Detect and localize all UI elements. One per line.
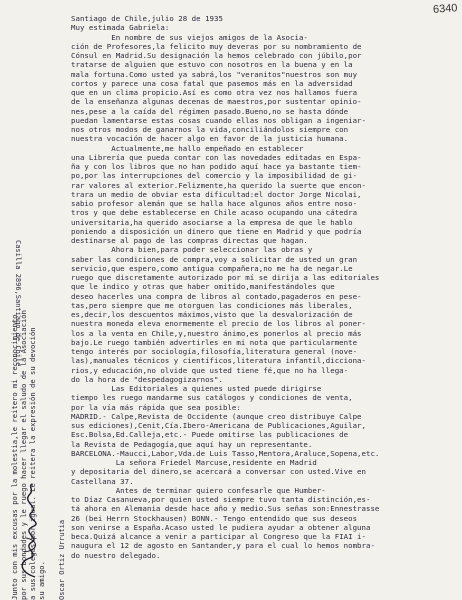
- letter-line: 26 (bei Herrn Stockhausen) BONN.- Tengo entendido que sus deseos: [71, 513, 358, 523]
- letter-line: es,decir,los descuentos máximos,visto que la desvalorización de: [71, 310, 353, 319]
- margin-note-line: a sus colegas por igual. Le reitera la expresión de su devoción: [28, 327, 37, 600]
- letter-line: las),manuales técnicos y científicos,literatura infantil,dicciona-: [71, 356, 366, 366]
- letter-line: y depositaria del dinero,se acercará a conversar con usted.Vive en: [71, 467, 366, 477]
- letter-line: nes,pese a la caída del régimen pasado.Bueno,no se hasta dónde: [71, 106, 349, 116]
- letter-line: servicio,que espero,como antigua compañera,no me ha de negar.Le: [71, 263, 353, 273]
- letter-line: ruego que discretamente autorizado por mí se dirija a las editoriales: [71, 273, 380, 282]
- letter-line: rar valores al exterior.Felizmente,ha querido la suerte que encon-: [71, 180, 366, 190]
- letter-line: nuestra moneda eleva enormemente el precio de los libros al poner-: [71, 319, 366, 329]
- letter-line: poniendo a disposición un dinero que tiene en Madrid y que podría: [71, 226, 362, 236]
- letter-line: tas,pero siempre que me otorguen las condiciones más liberales,: [71, 300, 353, 310]
- letter-line: trara un medio de obviar esta dificultad:el doctor Jorge Nicolai,: [71, 189, 362, 199]
- letter-line: por la vía más rápida que sea posible:: [71, 402, 241, 412]
- letter-line: to Díaz Casanueva,por quien usted siempre tuvo tanta distinción,es-: [71, 495, 371, 504]
- letter-line: BARCELONA.-Maucci,Labor,Vda.de Luis Tasso,Mentora,Araluce,Sopena,etc.: [71, 448, 380, 458]
- letter-line: ción de Profesores,la felicito muy deveras por su nombramiento de: [71, 41, 362, 51]
- letter-line: cortos y parece una cosa fatal que pasemos más en la adversidad: [71, 78, 353, 88]
- letter-line: En nombre de sus viejos amigos de la Asocia-: [71, 32, 308, 42]
- letter-line: Esc.Bolsa,Ed.Calleja,etc.- Puede omitirse las publicaciones de: [71, 430, 349, 440]
- letter-line: universitaria,ha querido asociarse a la empresa de que le hablo: [71, 217, 353, 227]
- signature-name: Oscar Ortiz Urrutia: [58, 519, 66, 600]
- letter-line: bajo.Le ruego también advertirles en mi nota que particularmente: [71, 337, 358, 347]
- letter-line: Ahora bien,para poder seleccionar las obras y: [71, 245, 313, 255]
- letter-line: nos otros modos de ganarnos la vida,conciliándolos siempre con: [71, 125, 349, 134]
- margin-note-line: por sus bondades y le ruego hacer llegar el saludo de la Asociación: [19, 310, 28, 600]
- letter-line: que le indico y otras que haber omitido,manifestándoles que: [71, 282, 335, 292]
- letter-line: saber las condiciones de compra,voy a solicitar de usted un gran: [71, 254, 358, 264]
- sender-address: Casilla 2896,Santiago de Chile: [14, 240, 22, 367]
- letter-line: son venirse a España.Acaso usted le pudiera ayudar a obtener alguna: [71, 522, 371, 532]
- handwritten-signature: [10, 482, 50, 582]
- letter-line: Cónsul en Madrid.Su designación la hemos celebrado con júbilo,por: [71, 51, 362, 60]
- margin-note-line: su amigo.: [37, 561, 46, 600]
- letter-line: MADRID.- Calpe,Revista de Occidente (aunque creo distribuye Calpe: [71, 411, 362, 421]
- letter-line: tratarse de alguien que estuvo con nosotros en la buena y en la: [71, 60, 353, 70]
- letter-line: Muy estimada Gabriela:: [71, 23, 170, 33]
- letter-line: sabio profesor alemán que se halla hace algunos años entre noso-: [71, 199, 358, 208]
- letter-line: una Librería que pueda contar con las novedades editadas en Espa-: [71, 152, 362, 162]
- letter-line: do nuestro delegado.: [71, 550, 161, 560]
- letter-line: beca.Quizá alcance a venir a participar al Congreso que la FIAI i-: [71, 532, 366, 541]
- letter-line: po,por las interrupciones del comercio y la imposibilidad de gi-: [71, 171, 358, 181]
- letter-line: que en un clima propicio.Así es como otra vez nos hallamos fuera: [71, 88, 358, 97]
- letter-line: Antes de terminar quiero confesarle que Humber-: [71, 485, 326, 495]
- letter-line: puedan lamentarse estas cosas cuando ellas nos obligan a ingeniar-: [71, 115, 366, 125]
- letter-line: nuestra vocación de hacer algo en favor de la justicia humana.: [71, 134, 349, 144]
- letter-line: mala fortuna.Como usted ya sabrá,los "veranitos"nuestros son muy: [71, 69, 358, 79]
- letter-line: la Revista de Pedagogía,que aquí hay un representante.: [71, 439, 313, 449]
- archive-number: 6340: [432, 2, 458, 16]
- letter-line: tá ahora en Alemania desde hace año y medio.Sus señas son:Ennestrasse: [71, 504, 380, 514]
- letter-line: destinarse al pago de las compras directas que hagan.: [71, 236, 308, 245]
- letter-line: naugura el 12 de agosto en Santander,y para el cual lo hemos nombra-: [71, 541, 375, 551]
- letter-line: ña y con los libros que no han podido aquí hace ya bastante tiem-: [71, 162, 362, 171]
- letter-line: Castellana 37.: [71, 476, 134, 486]
- letter-line: tros y que debe establecerse en Chile acaso ocupando una cátedra: [71, 208, 358, 218]
- letter-line: deseo hacerles una compra de libros al contado,pagaderos en pese-: [71, 291, 362, 301]
- letter-line: sus ediciones),Cenit,Cía.Ibero-Americana de Publicaciones,Aguilar,: [71, 421, 366, 430]
- letter-line: de la enseñanza algunas decenas de maestros,por sustentar opinio-: [71, 97, 362, 107]
- letter-line: tiempo les ruego mandarme sus catálogos y condiciones de venta,: [71, 393, 353, 403]
- letter-line: rios,y educación,no olvide que usted tiene fé,que no ha llega-: [71, 365, 349, 375]
- letter-line: do la hora de "despedagogizarnos".: [71, 374, 223, 384]
- letter-body: [71, 14, 457, 560]
- letter-line: Actualmente,me hallo empeñado en establecer: [71, 143, 304, 153]
- letter-line: tengo interés por sociología,filosofía,literatura general (nove-: [71, 347, 358, 356]
- letter-line: Las Editoriales a quienes usted puede dirigirse: [71, 384, 322, 393]
- margin-note-line: Junto con mis excusas por la molestia,le reitero mi reconocimiento: [10, 314, 19, 600]
- letter-line: La señora Friedel Marcuse,residente en Madrid: [71, 458, 317, 467]
- letter-line: los a la venta en Chile,y,nuestro ánimo,es ponerlos al precio más: [71, 328, 362, 338]
- letter-line: Santiago de Chile,julio 28 de 1935: [71, 14, 223, 23]
